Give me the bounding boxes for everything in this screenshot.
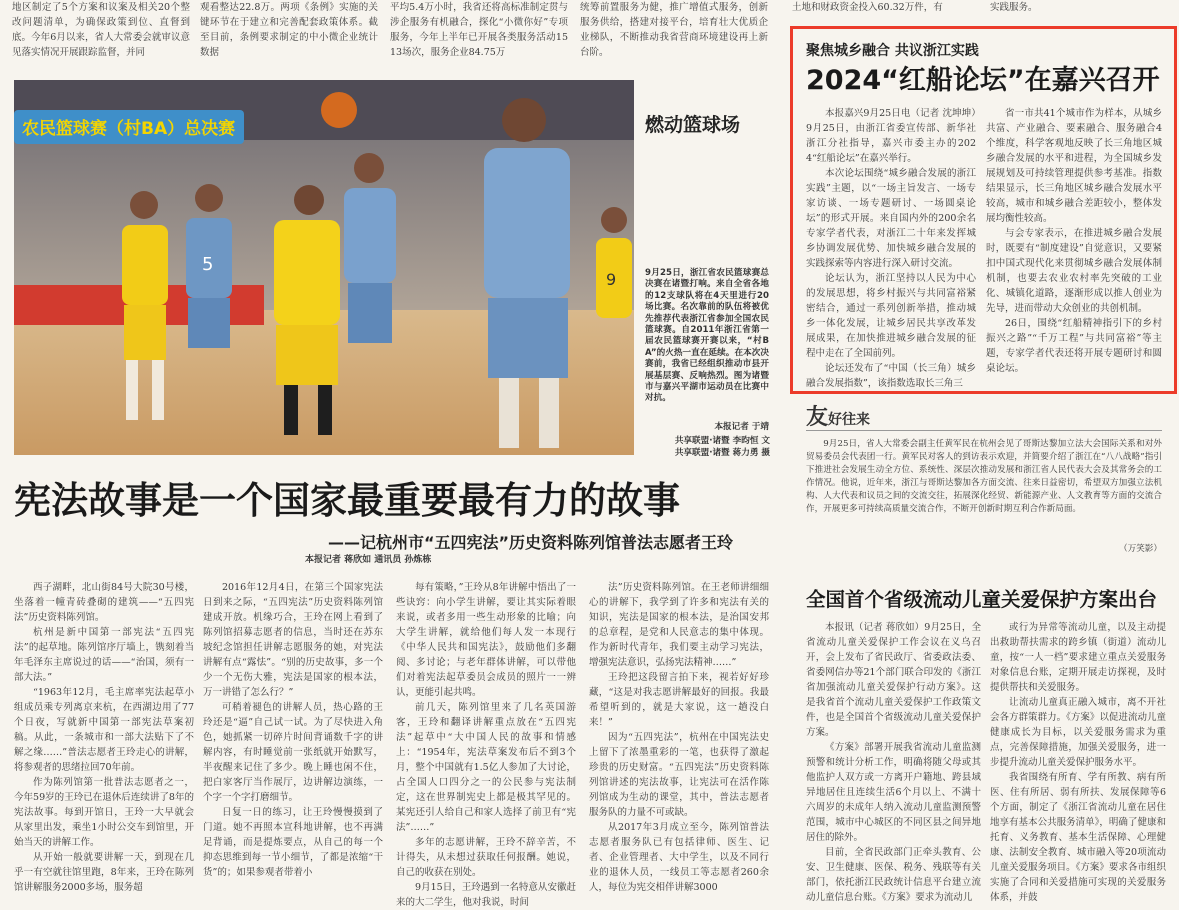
boxed-article-paragraph: 论坛认为，浙江坚持以人民为中心的发展思想，将乡村振兴与共同富裕紧密结合，通过一系列创新举措，推动城乡一体化发展，让城乡居民共享改革发展成果，在加快推进城乡融合发展的征程中走在了全国前列。 <box>806 273 976 359</box>
main-article-paragraph: 王玲把这段留言拍下来，视若好好珍藏，“这是对我志愿讲解最好的回报。我最希望听到的，就是大家说，这一趟没白来！” <box>589 672 769 728</box>
main-article-col-1 <box>14 580 194 893</box>
basketball-photo <box>14 80 634 455</box>
right-article-paragraph: 目前，全省民政部门正牵头教育、公安、卫生健康、医保、税务、残联等有关部门，依托浙江民政统计信息平台建立流动儿童信息台账。《方案》要求为流动儿 <box>806 847 981 903</box>
right-article-paragraph: 《方案》部署开展我省流动儿童监测预警和统计分析工作，明确将随父母或其他监护人双方或一方离开户籍地、跨县域异地居住且连续生活6个月以上、不满十六周岁的未成年人纳入流动儿童监测预警范围，城市中心城区的不同区县之间异地居住的除外。 <box>806 742 981 843</box>
main-article-paragraph: 法”历史资料陈列馆。在王老师讲细细心的讲解下，我学到了许多和宪法有关的知识，宪法是国家的根本法，是治国安邦的总章程，是党和人民意志的集中体现。作为新时代青年，我们要主动学习宪法，增强宪法意识，弘扬宪法精神……” <box>589 582 769 668</box>
main-article-col-2 <box>203 580 383 884</box>
boxed-article-col-2 <box>986 106 1162 376</box>
main-article-paragraph: 从开始一般就要讲解一天，到现在几乎一有空就往馆里跑，8年来，王玲在陈列馆讲解服务2000多场，服务超 <box>14 852 194 893</box>
boxed-article-paragraph: 论坛还发布了“中国（长三角）城乡融合发展指数”，该指数选取长三角三 <box>806 363 976 389</box>
main-article-col-4 <box>589 580 769 893</box>
boxed-article-paragraph: 本次论坛围绕“城乡融合发展的浙江实践”主题，以“一场主旨发言、一场专家访谈、一场专题研讨、一场圆桌论坛”的形式开展。来自国内外的200余名专家学者代表，对浙江二十年来发挥城乡协调发展优势、加快城乡融合发展的实践探索等内容进行深入研讨交流。 <box>806 168 976 269</box>
main-article-byline: 本报记者 蒋欣如 通讯员 孙炼栋 <box>305 555 432 565</box>
boxed-article-col-1 <box>806 106 976 389</box>
friends-title-rule <box>806 430 1162 431</box>
main-article-paragraph: 因为“五四宪法”，杭州在中国宪法史上留下了浓墨重彩的一笔，也获得了激起珍贵的历史财富。“五四宪法”历史资料陈列馆讲述的宪法故事，让宪法可在活作陈列馆成为生动的课堂，其中，普法志愿者服务队的力量不可或缺。 <box>589 732 769 818</box>
main-article-paragraph: 前几天，陈列馆里来了几名英国游客，王玲和翻译讲解重点放在“五四宪法”起草中“大中国人民的故事和情感上：“1954年，宪法草案发布后不到3个月，整个中国就有1.5亿人参加了大讨论，占全国人口四分之一的公民参与宪法制定，这在世界制宪史上都是极其罕见的。某宪还引人给自己和家人选择了前卫有“宪法”……” <box>396 702 576 833</box>
right-article-paragraph: 或行为异常等流动儿童，以及主动提出救助帮扶需求的跨乡镇（街道）流动儿童，按“一人一档”要求建立重点关爱服务对象信息台账，定期开展走访探视，及时提供帮扶和关爱服务。 <box>990 622 1166 693</box>
boxed-article-kicker: 聚焦城乡融合 共议浙江实践 <box>806 43 979 59</box>
top-strip-col-1: 地区制定了5个方案和议案及相关20个整改问题清单，为确保政策到位、直督到底。今年6月以来，省人大常委会就审议意见落实情况开展跟踪监督，并同 <box>12 2 190 58</box>
right-article-headline: 全国首个省级流动儿童关爱保护方案出台 <box>806 588 1158 611</box>
friends-section-body: 9月25日，省人大常委会副主任黄军民在杭州会见了哥斯达黎加立法大会国际关系和对外贸易委员会代表团一行。黄军民对客人的到访表示欢迎，并简要介绍了浙江在“八八战略”指引下推进社会发展生动全方位、系统性、深层次推动发展和浙江省人民代表大会及其常务会的工作情况。他说，近年来，浙江与哥斯达黎加各方面交流、往来日益密切，希望双方加强立法机构、人大代表和议员之间的交流交往，拓展深化经贸、新能源产业、人文教育等方面的交流合作，开展更多可持续高质量交流合作，不断开创新时期互利合作新局面。 <box>806 439 1162 514</box>
main-article-paragraph: 西子湖畔，北山街84号大院30号楼，坐落着一幢青砖叠砌的建筑——“五四宪法”历史资料陈列馆。 <box>14 582 194 623</box>
right-article-col-2 <box>990 620 1166 903</box>
main-article-paragraph: 日复一日的练习，让王玲慢慢摸到了门道。她不再照本宣科地讲解，也不再满足背诵，而是提炼要点，从自己的每一个抑态思维到每一节小细节，了都是浓缩“干货”的；如果参观者带着小 <box>203 807 383 878</box>
boxed-article-paragraph: 与会专家表示，在推进城乡融合发展时，既要有“制度建设”自觉意识，又要紧扣中国式现代化来贯彻城乡融合发展体制机制，也要去农业农村率先突破的工业化、城镇化道路，逐渐形成以推人创业为先导，进而带动大众创业的共创机制。 <box>986 228 1162 314</box>
photo-credit-photographer: 共享联盟·诸暨 蒋力勇 摄 <box>674 448 770 458</box>
main-article-paragraph: “1963年12月，毛主席率宪法起草小组成员乘专列离京来杭，在西湖边用了77个日夜，写就新中国第一部宪法草案初稿。从此，一条城市和一部大法贴下了不解之缘……”普法志愿者王玲走心的讲解，将参观者的思绪拉回70年前。 <box>14 687 194 773</box>
friends-title-big-char: 友 <box>806 405 829 430</box>
main-article-paragraph: 每有策略，”王玲从8年讲解中悟出了一些诀窍：向小学生讲解，要让其实际着眼来说，或者多用一些生动形象的比喻；向大学生讲解，就给他们每人发一本现行《中华人民共和国宪法》，鼓励他们多翻阅、多讨论；与老年群体讲解，可以带他们对着宪法起草委员会成员的照片一一辨认，更能引起共鸣。 <box>396 582 576 698</box>
right-article-paragraph: 本报讯（记者 蒋欣如）9月25日，全省流动儿童关爱保护工作会议在义乌召开，会上发布了省民政厅、省委政法委、省委网信办等21个部门联合印发的《浙江省加强流动儿童关爱保护行动方案》。这是我省首个流动儿童关爱保护工作政策文件，也是全国首个省级流动儿童关爱保护方案。 <box>806 622 981 738</box>
boxed-article-paragraph: 26日，围绕“红船精神指引下的乡村振兴之路”“千万工程”与共同富裕”等主题，专家学者代表还将开展专题研讨和圆桌论坛。 <box>986 318 1162 374</box>
jersey-number-right: 9 <box>606 270 617 289</box>
boxed-article-headline: 2024“红船论坛”在嘉兴召开 <box>806 65 1160 96</box>
top-strip-col-6: 实践服务。 <box>990 2 1038 13</box>
jersey-number-left: 5 <box>202 254 214 275</box>
main-article-paragraph: 作为陈列馆第一批普法志愿者之一，今年59岁的王玲已在退休后连续讲了8年的宪法故事。每到开馆日，王玲一大早就会从家里出发，乘坐1小时公交车到馆里，开始当天的讲解工作。 <box>14 777 194 848</box>
boxed-article-paragraph: 省一市共41个城市作为样本，从城乡共富、产业融合、要素融合、服务融合4个维度，科学客观地反映了长三角地区城乡融合发展的水平和进程，为全国城乡发展规划及可持续管理提供参考基准。指数结果显示，长三角地区城乡融合发展水平较高，城市和城乡融合差距较小，整体发展均衡性较高。 <box>986 108 1162 224</box>
photo-title: 燃动篮球场 <box>645 114 741 136</box>
photo-banner-text: 农民篮球赛（村BA）总决赛 <box>22 119 236 139</box>
main-article-paragraph: 9月15日，王玲遇到一名特意从安徽赶来的大二学生，他对我说，时间 <box>396 882 576 908</box>
right-article-paragraph: 我省围绕有所育、学有所教、病有所医、住有所居、弱有所扶、发展保障等6个方面，制定了《浙江省流动儿童在居住地享有基本公共服务清单》，明确了健康和托育、义务教育、基本生活保障、心理健康、法制安全教育、城市融入等20项流动儿童关爱服务项目。《方案》要求各市组织实施了合同和关爱措施可实现的关爱服务体系，并鼓 <box>990 772 1166 903</box>
main-article-headline: 宪法故事是一个国家最重要最有力的故事 <box>14 479 680 522</box>
friends-title-rest: 好往来 <box>828 412 871 428</box>
main-article-paragraph: 可稍着褪色的讲解人员，热心路的王玲还是“逼”自己试一试。为了尽快进入角色，她抓紧一切碎片时间背诵数千字的讲解内容，有时睡觉前一张纸就开始默写，半夜醒来记住了多少。晚上睡也闲不住，把白家客厅当作展厅，边讲解边演练，一个字一个字打磨细节。 <box>203 702 383 803</box>
main-article-paragraph: 2016年12月4日，在第三个国家宪法日到来之际，“五四宪法”历史资料陈列馆建成开放。机缘巧合，王玲在网上看到了陈列馆招募志愿者的信息，当时还在苏东坡纪念馆担任讲解志愿服务的她，对宪法讲解有点“露怯”。“别的历史故事，多一个少一个无伤大雅，宪法是国家的根本法，万一讲错了怎么行？” <box>203 582 383 698</box>
photo-caption: 9月25日，浙江省农民篮球赛总决赛在诸暨打响。来自全省各地的12支球队将在4天里进行20场比赛。名次靠前的队伍将被优先推荐代表浙江省参加全国农民篮球赛。自2011年浙江省第一届农民篮球赛开赛以来，“村BA”的火热一直在延续。在本次决赛前，我省已经组织推动市县开展基层赛、反响热烈。图为诸暨市与嘉兴平湖市运动员在比赛中对抗。 <box>645 268 769 404</box>
top-strip-col-4: 统筹前置服务为健，推广增值式服务，创新服务供给，搭建对接平台，培育壮大优质企业梯队，不断推动我省营商环境建设再上新台阶。 <box>580 2 768 58</box>
main-article-subheadline: ——记杭州市“五四宪法”历史资料陈列馆普法志愿者王玲 <box>328 533 734 552</box>
right-article-paragraph: 让流动儿童真正融入城市，离不开社会各方群策群力。《方案》以促进流动儿童健康成长为目标，以关爱服务需求为重点，完善保障措施，加强关爱服务，进一步提升流动儿童关爱保护服务水平。 <box>990 697 1166 768</box>
top-strip-col-5: 土地和财政资金投入60.32万件，有 <box>792 2 943 13</box>
main-article-paragraph: 杭州是新中国第一部宪法“五四宪法”的起草地。陈列馆序厅墙上，镌刻着当年毛泽东主席说过的话——“治国，须有一部大法。” <box>14 627 194 683</box>
boxed-article-paragraph: 本报嘉兴9月25日电（记者 沈坤坤）9月25日，由浙江省委宣传部、新华社浙江分社指导，嘉兴市委主办的2024“红船论坛”在嘉兴举行。 <box>806 108 976 164</box>
top-strip-col-2: 观看整达22.8万。两项《条例》实施的关键环节在于建立和完善配套政策体系。截至目前，条例要求制定的中小微企业统计数据 <box>200 2 378 58</box>
right-article-col-1 <box>806 620 981 903</box>
photo-credit-writer: 共享联盟·诸暨 李昀恒 文 <box>674 436 770 446</box>
basketball-photo-illustration <box>14 80 634 455</box>
top-strip-col-3: 平均5.4万小时，我省还将高标准制定贯与涉企服务有机融合，探化“小微你好”专项服务，今年上半年已开展各类服务活动1513场次，服务企业84.75万 <box>390 2 568 58</box>
photo-credit-reporter: 本报记者 于靖 <box>714 422 769 432</box>
main-article-paragraph: 从2017年3月成立至今，陈列馆普法志愿者服务队已有包括律师、医生、记者、企业管理者、大中学生，以及不同行业的退休人员，一线员工等志愿者260余人，每位为宪交相伴讲解3000 <box>589 822 769 893</box>
main-article-paragraph: 多年的志愿讲解，王玲不辞辛苦，不计得失，从未想过获取任何报酬。她说，自己的收获在别处。 <box>396 837 576 878</box>
main-article-col-3 <box>396 580 576 908</box>
friends-section-credit: （万笑影） <box>1119 544 1162 554</box>
friends-section-title <box>806 400 870 431</box>
